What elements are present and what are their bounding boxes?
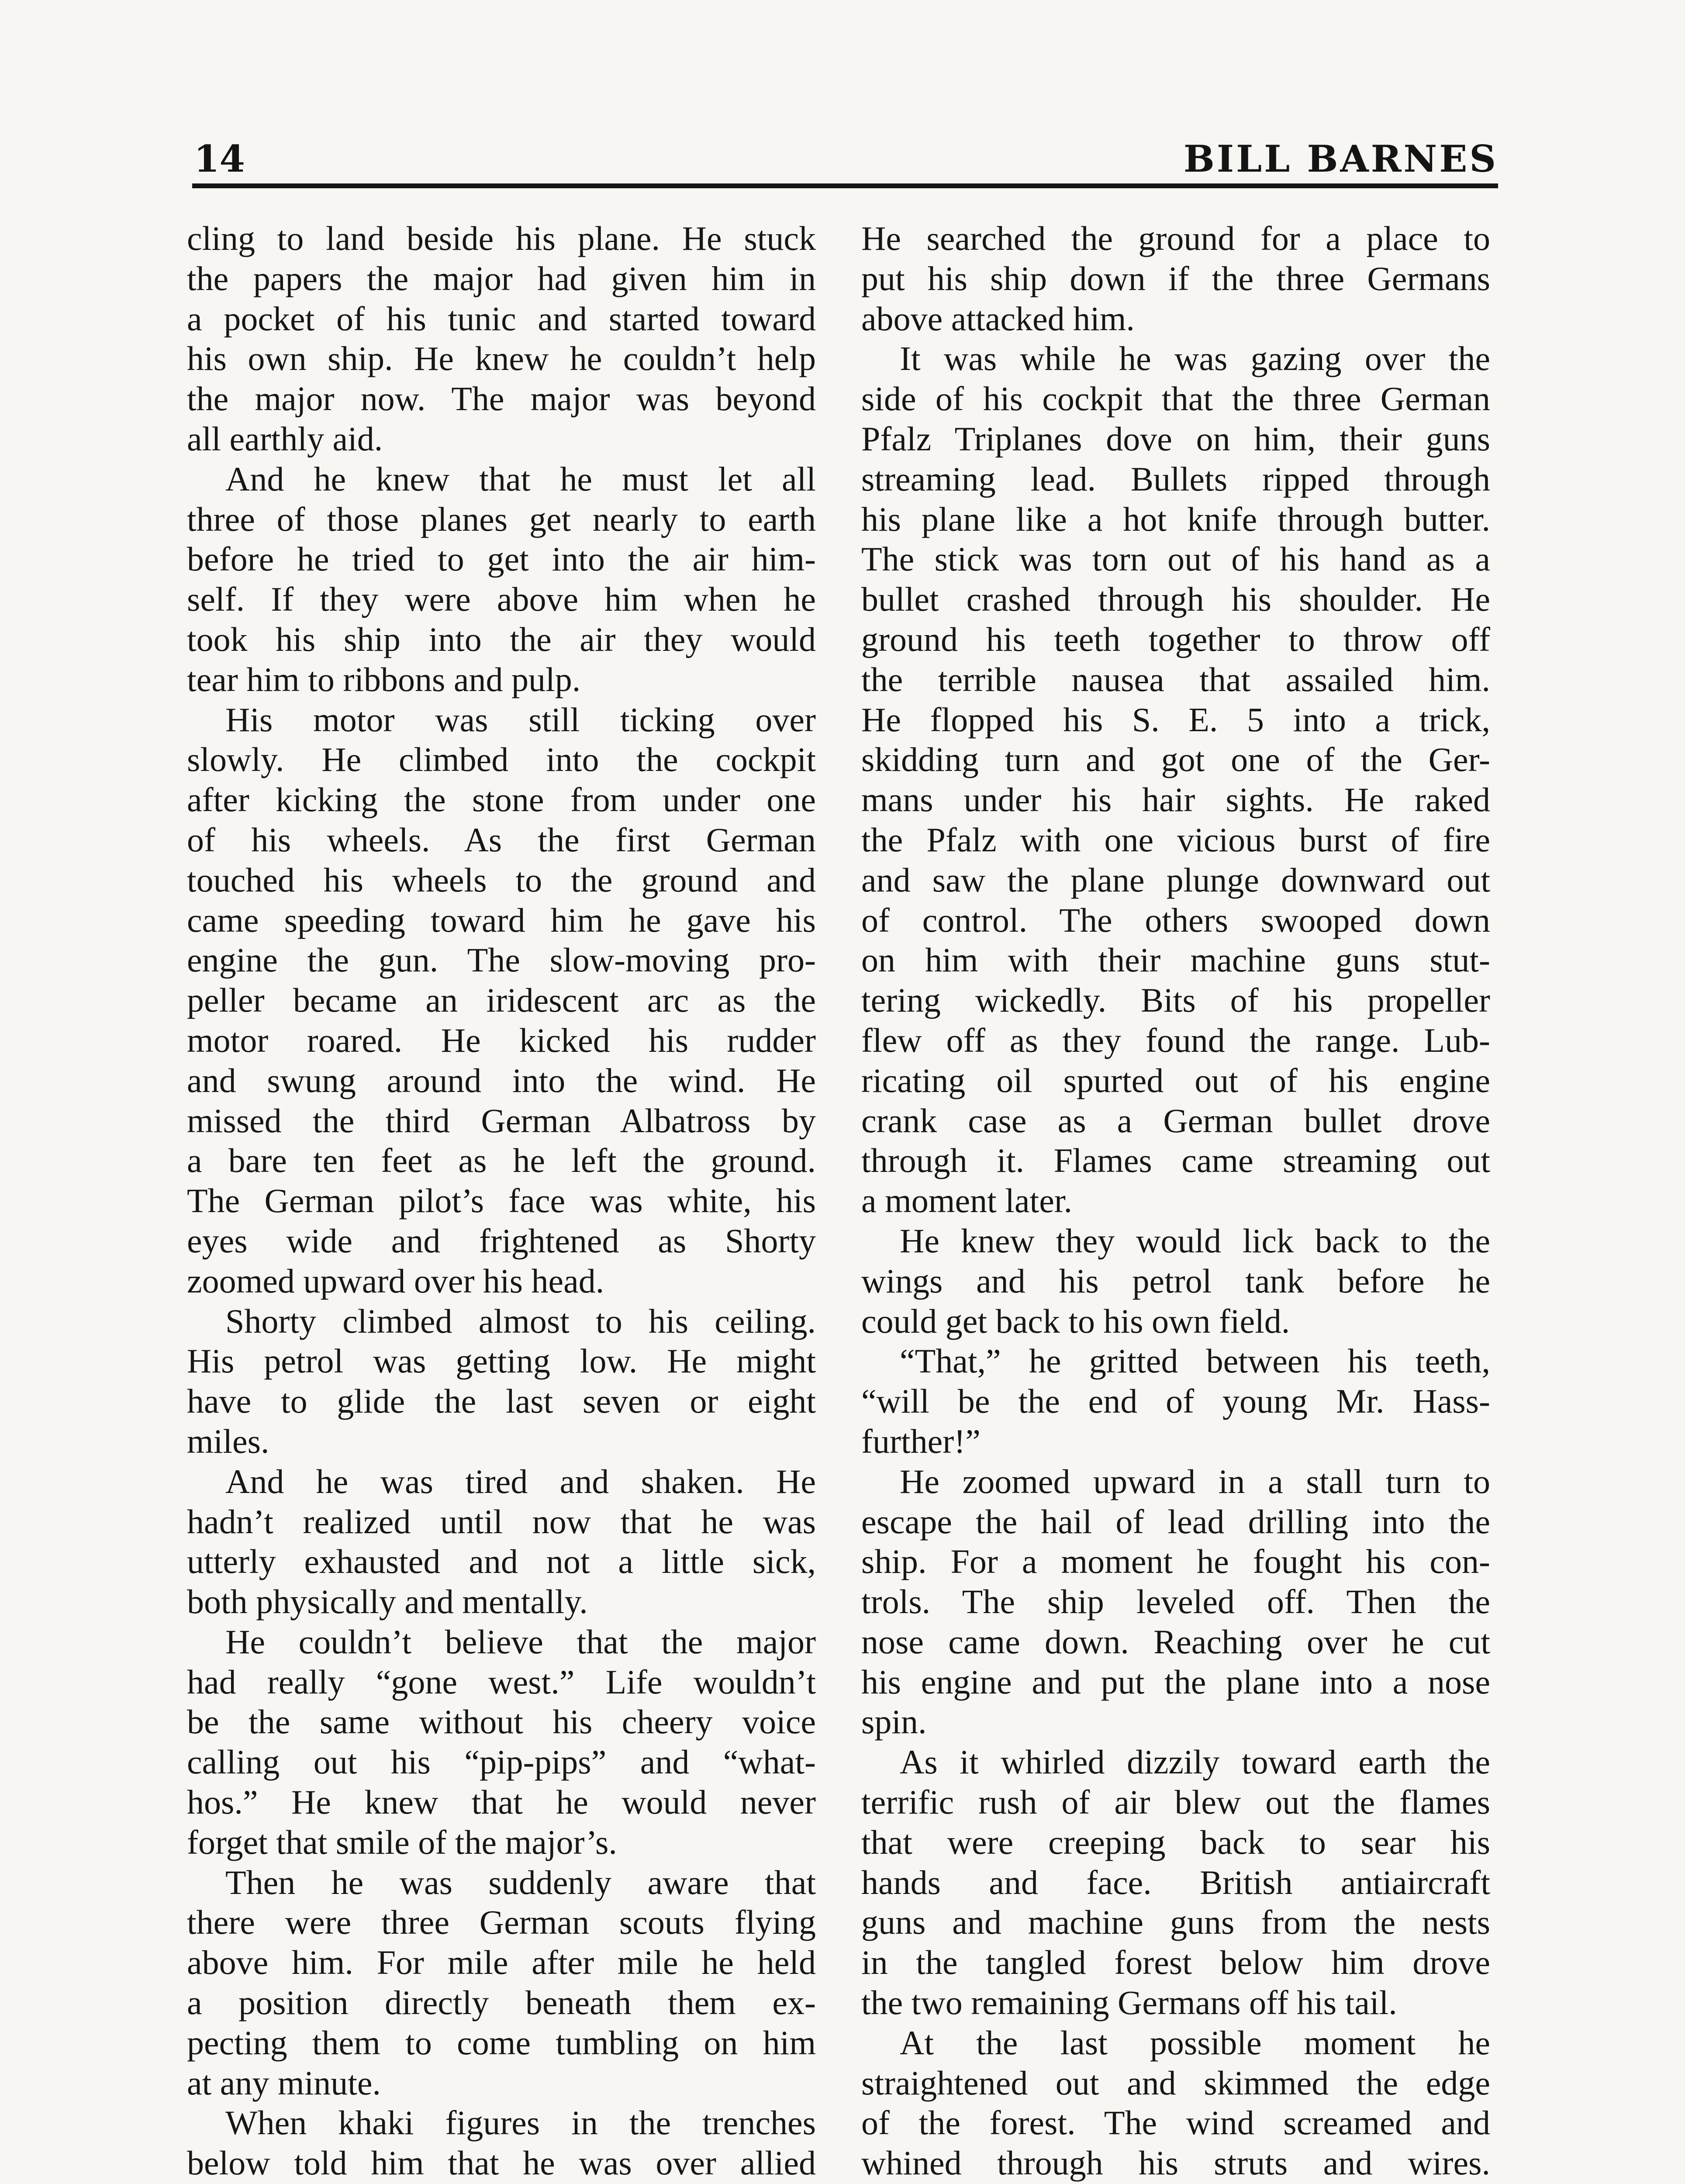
text-line: the papers the major had given him in	[187, 259, 816, 297]
text-line: his own ship. He knew he couldn’t help	[187, 339, 816, 378]
text-line: of the forest. The wind screamed and	[861, 2104, 1490, 2142]
text-line: before he tried to get into the air him-	[187, 540, 816, 578]
text-line: all earthly aid.	[187, 419, 383, 458]
left-text-column	[187, 218, 816, 2184]
text-line: could get back to his own field.	[861, 1302, 1290, 1340]
text-line: a pocket of his tunic and started toward	[187, 299, 816, 338]
text-line: above him. For mile after mile he held	[187, 1943, 816, 1982]
text-line: a bare ten feet as he left the ground.	[187, 1141, 816, 1180]
text-line: ricating oil spurted out of his engine	[861, 1061, 1490, 1099]
text-line: both physically and mentally.	[187, 1583, 588, 1621]
text-line: nose came down. Reaching over he cut	[861, 1622, 1490, 1661]
text-line: mans under his hair sights. He raked	[861, 781, 1490, 819]
text-line: further!”	[861, 1422, 981, 1460]
text-line: forget that smile of the major’s.	[187, 1823, 617, 1861]
text-line: calling out his “pip-pips” and “what-	[187, 1743, 816, 1781]
text-line: and swung around into the wind. He	[187, 1061, 816, 1099]
page-number: 14	[194, 137, 245, 180]
text-line: He couldn’t believe that the major	[225, 1622, 816, 1661]
text-line: three of those planes get nearly to earth	[187, 500, 816, 538]
text-line: in the tangled forest below him drove	[861, 1943, 1490, 1982]
text-line: hadn’t realized until now that he was	[187, 1502, 816, 1541]
text-line: engine the gun. The slow-moving pro-	[187, 941, 816, 979]
text-line: tering wickedly. Bits of his propeller	[861, 981, 1490, 1019]
text-line: came speeding toward him he gave his	[187, 901, 816, 939]
text-line: guns and machine guns from the nests	[861, 1903, 1490, 1942]
text-line: trols. The ship leveled off. Then the	[861, 1583, 1490, 1621]
text-line: the two remaining Germans off his tail.	[861, 1984, 1397, 2022]
text-line: the terrible nausea that assailed him.	[861, 660, 1490, 698]
text-line: skidding turn and got one of the Ger-	[861, 740, 1490, 779]
text-line: He flopped his S. E. 5 into a trick,	[861, 700, 1490, 739]
text-line: of his wheels. As the first German	[187, 820, 816, 859]
text-line: His motor was still ticking over	[225, 700, 816, 739]
text-line: As it whirled dizzily toward earth the	[900, 1743, 1490, 1781]
text-line: eyes wide and frightened as Shorty	[187, 1221, 816, 1260]
text-line: zoomed upward over his head.	[187, 1261, 604, 1300]
text-line: tear him to ribbons and pulp.	[187, 660, 581, 698]
text-line: spin.	[861, 1703, 927, 1741]
text-line: Then he was suddenly aware that	[225, 1863, 816, 1901]
text-line: touched his wheels to the ground and	[187, 860, 816, 899]
text-line: had really “gone west.” Life wouldn’t	[187, 1662, 816, 1701]
text-line: his plane like a hot knife through butter.	[861, 500, 1490, 538]
text-line: He searched the ground for a place to	[861, 219, 1490, 257]
text-line: flew off as they found the range. Lub-	[861, 1021, 1490, 1059]
text-line: be the same without his cheery voice	[187, 1703, 816, 1741]
text-line: at any minute.	[187, 2063, 381, 2102]
text-line: And he was tired and shaken. He	[225, 1462, 816, 1500]
text-line: escape the hail of lead drilling into the	[861, 1502, 1490, 1541]
text-line: have to glide the last seven or eight	[187, 1382, 816, 1420]
text-line: motor roared. He kicked his rudder	[187, 1021, 816, 1059]
text-line: “That,” he gritted between his teeth,	[900, 1342, 1490, 1380]
text-line: streaming lead. Bullets ripped through	[861, 460, 1490, 498]
text-line: The stick was torn out of his hand as a	[861, 540, 1490, 578]
text-line: through it. Flames came streaming out	[861, 1141, 1490, 1180]
text-line: there were three German scouts flying	[187, 1903, 816, 1942]
page-header	[192, 131, 1498, 188]
running-title: BILL BARNES	[1183, 137, 1498, 180]
text-line: hands and face. British antiaircraft	[861, 1863, 1490, 1901]
text-line: utterly exhausted and not a little sick,	[187, 1542, 816, 1581]
text-line: He zoomed upward in a stall turn to	[900, 1462, 1490, 1500]
text-line: His petrol was getting low. He might	[187, 1342, 816, 1380]
text-line: And he knew that he must let all	[225, 460, 816, 498]
text-line: crank case as a German bullet drove	[861, 1101, 1490, 1140]
text-line: his engine and put the plane into a nose	[861, 1662, 1490, 1701]
text-line: wings and his petrol tank before he	[861, 1261, 1490, 1300]
text-line: below told him that he was over allied	[187, 2144, 816, 2182]
text-line: took his ship into the air they would	[187, 620, 816, 658]
text-line: cling to land beside his plane. He stuck	[187, 219, 816, 257]
text-line: miles.	[187, 1422, 269, 1460]
text-line: hos.” He knew that he would never	[187, 1783, 816, 1821]
text-line: At the last possible moment he	[900, 2023, 1490, 2062]
text-line: Shorty climbed almost to his ceiling.	[225, 1302, 816, 1340]
text-line: above attacked him.	[861, 299, 1135, 338]
text-line: missed the third German Albatross by	[187, 1101, 816, 1140]
text-line: put his ship down if the three Germans	[861, 259, 1490, 297]
text-line: that were creeping back to sear his	[861, 1823, 1490, 1861]
text-line: straightened out and skimmed the edge	[861, 2063, 1490, 2102]
text-line: ground his teeth together to throw off	[861, 620, 1490, 658]
text-line: slowly. He climbed into the cockpit	[187, 740, 816, 779]
text-line: a position directly beneath them ex-	[187, 1984, 816, 2022]
text-line: the major now. The major was beyond	[187, 380, 816, 418]
text-line: on him with their machine guns stut-	[861, 941, 1490, 979]
text-line: a moment later.	[861, 1182, 1073, 1220]
text-line: The German pilot’s face was white, his	[187, 1182, 816, 1220]
text-line: terrific rush of air blew out the flames	[861, 1783, 1490, 1821]
text-line: and saw the plane plunge downward out	[861, 860, 1490, 899]
text-line: the Pfalz with one vicious burst of fire	[861, 820, 1490, 859]
text-line: He knew they would lick back to the	[900, 1221, 1490, 1260]
right-text-column	[861, 218, 1490, 2184]
text-line: ship. For a moment he fought his con-	[861, 1542, 1490, 1581]
text-line: It was while he was gazing over the	[900, 339, 1490, 378]
text-line: Pfalz Triplanes dove on him, their guns	[861, 419, 1490, 458]
text-line: side of his cockpit that the three German	[861, 380, 1490, 418]
text-line: “will be the end of young Mr. Hass-	[861, 1382, 1490, 1420]
text-line: of control. The others swooped down	[861, 901, 1490, 939]
text-line: bullet crashed through his shoulder. He	[861, 580, 1490, 619]
text-line: self. If they were above him when he	[187, 580, 816, 619]
text-line: pecting them to come tumbling on him	[187, 2023, 816, 2062]
text-line: peller became an iridescent arc as the	[187, 981, 816, 1019]
text-line: after kicking the stone from under one	[187, 781, 816, 819]
text-line: whined through his struts and wires.	[861, 2144, 1490, 2182]
text-line: When khaki figures in the trenches	[225, 2104, 816, 2142]
